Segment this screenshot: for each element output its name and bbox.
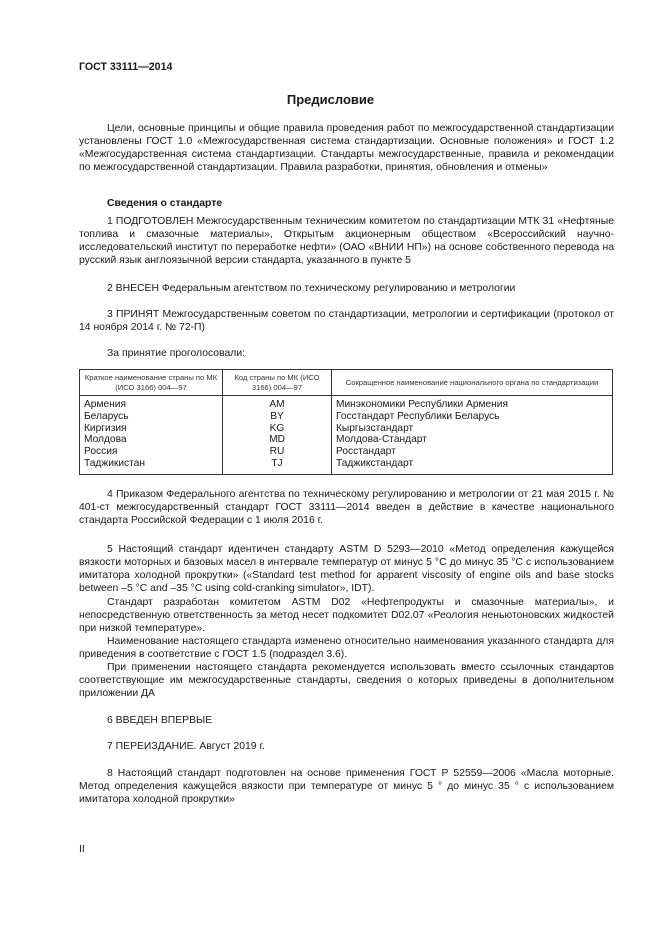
table-cell-code: MD [269, 434, 285, 446]
item-8-paragraph: 8 Настоящий стандарт подготовлен на основе применения ГОСТ Р 52559—2006 «Масла моторные. Метод определения кажущейся вязкости при температуре от минус 5 ° до минус 35 ° с использованием имитатора холодной прокрутки» [79, 768, 614, 806]
table-cell-body: Госстандарт Республики Беларусь [336, 410, 500, 422]
about-heading: Сведения о стандарте [107, 198, 223, 209]
table-cell-code: BY [270, 410, 284, 422]
item-6-paragraph: 6 ВВЕДЕН ВПЕРВЫЕ [107, 715, 213, 726]
item-4-paragraph: 4 Приказом Федерального агентства по техническому регулированию и метрологии от 21 мая 2015 г. № 401-ст межгосударственный стандарт ГОСТ 33111—2014 введен в действие в качестве национального стандарта Российской Федерации с 1 июля 2016 г. [79, 489, 614, 527]
page-number: II [79, 844, 85, 855]
document-header: ГОСТ 33111—2014 [79, 61, 173, 73]
table-cell-code: KG [269, 422, 285, 434]
table-cell-country: Армения [84, 399, 126, 410]
table-cell-body: Кыргызстандарт [336, 422, 414, 434]
table-header-row [80, 370, 613, 396]
item-3-paragraph: 3 ПРИНЯТ Межгосударственным советом по стандартизации, метрологии и сертификации (протокол от 14 ноября 2014 г. № 72-П) [79, 309, 614, 334]
item-5-committee-paragraph: Стандарт разработан комитетом ASTM D02 «Нефтепродукты и смазочные материалы», и непосредственную ответственность за метод несет подкомитет D02.07 «Реология неньютоновских жидкостей при низкой температуре». [79, 597, 614, 635]
table-cell-code: RU [269, 446, 285, 458]
table-header-body: Сокращенное наименование национального органа по стандартизации [332, 370, 613, 396]
table-cell-body: Таджикстандарт [336, 457, 414, 469]
table-cell-body: Молдова-Стандарт [336, 434, 427, 446]
table-cell-country: Таджикистан [84, 457, 145, 469]
table-body-column [332, 396, 613, 475]
table-cell-body: Росстандарт [336, 446, 396, 458]
page-title: Предисловие [286, 92, 375, 107]
voting-table [79, 369, 613, 475]
table-cell-country: Киргизия [84, 422, 127, 434]
table-cell-body: Минэкономики Республики Армения [336, 399, 508, 410]
item-2-paragraph: 2 ВНЕСЕН Федеральным агентством по техническому регулированию и метрологии [107, 283, 516, 294]
table-cell-country: Молдова [84, 434, 127, 446]
table-cell-country: Россия [84, 446, 118, 458]
item-7-paragraph: 7 ПЕРЕИЗДАНИЕ. Август 2019 г. [107, 741, 265, 752]
intro-paragraph: Цели, основные принципы и общие правила проведения работ по межгосударственной стандартизации установлены ГОСТ 1.0 «Межгосударственная система стандартизации. Основные положения» и ГОСТ 1.2 «Межгосударственная система стандартизации. Стандарты межгосударственные, правила и рекомендации по межгосударственной стандартизации. Правила разработки, принятия, обновления и отмены» [79, 123, 614, 174]
table-cell-code: TJ [271, 457, 283, 469]
table-cell-code: AM [269, 399, 285, 410]
item-1-paragraph: 1 ПОДГОТОВЛЕН Межгосударственным техническим комитетом по стандартизации МТК 31 «Нефтяные топлива и смазочные материалы», Открытым акционерным обществом «Всероссийский научно-исследовательский институт по переработке нефти» (ОАО «ВНИИ НП») на основе собственного перевода на русский язык англоязычной версии стандарта, указанного в пункте 5 [79, 216, 614, 267]
item-5-name-paragraph: Наименование настоящего стандарта изменено относительно наименования указанного стандарта для приведения в соответствие с ГОСТ 1.5 (подраздел 3.6). [79, 636, 614, 661]
table-country-column [80, 396, 223, 475]
table-header-code: Код страны по МК (ИСО 3166) 004—97 [223, 370, 332, 396]
item-5-application-paragraph: При применении настоящего стандарта рекомендуется использовать вместо ссылочных стандартов соответствующие им межгосударственные стандарты, сведения о которых приведены в дополнительном приложении ДА [79, 662, 614, 700]
table-cell-country: Беларусь [84, 410, 129, 422]
item-5-paragraph: 5 Настоящий стандарт идентичен стандарту ASTM D 5293—2010 «Метод определения кажущейся вязкости моторных и базовых масел в интервале температур от минус 5 °С до минус 35 °С с использованием имитатора холодной прокрутки» («Standard test method for apparent viscosity of engine oils and base stocks between –5 °C and –35 °C using cold-cranking simulator», IDT). [79, 544, 614, 595]
table-body-row [80, 396, 613, 475]
table-header-country: Краткое наименование страны по МК (ИСО 3166) 004—97 [80, 370, 223, 396]
table-code-column [223, 396, 332, 475]
voted-label: За принятие проголосовали: [107, 348, 246, 359]
